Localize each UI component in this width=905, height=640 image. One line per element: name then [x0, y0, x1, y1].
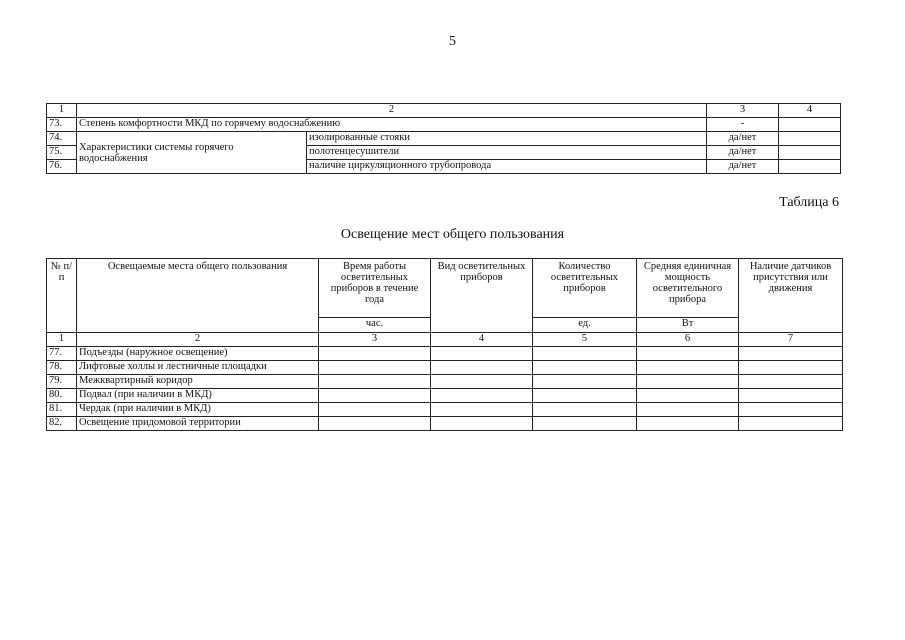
- col-header-4: 4: [779, 104, 841, 118]
- value-cell: [637, 403, 739, 417]
- value-cell: [739, 389, 843, 403]
- table-row: [47, 132, 841, 146]
- value-cell: [533, 347, 637, 361]
- col-number: 1: [47, 333, 77, 347]
- col-number: 3: [319, 333, 431, 347]
- value-cell: [533, 375, 637, 389]
- col-header-1: 1: [47, 104, 77, 118]
- row-unit: да/нет: [707, 146, 779, 160]
- numbering-row: [47, 333, 843, 347]
- table-row: [47, 118, 841, 132]
- row-text: Степень комфортности МКД по горячему водоснабжению: [77, 118, 707, 132]
- value-cell: [319, 403, 431, 417]
- hot-water-table: [46, 103, 841, 174]
- row-text: изолированные стояки: [307, 132, 707, 146]
- value-cell: [779, 118, 841, 132]
- value-cell: [779, 160, 841, 174]
- value-cell: [319, 389, 431, 403]
- group-label: Характеристики системы горячего водоснабжения: [77, 132, 307, 174]
- table-row: [47, 417, 843, 431]
- value-cell: [319, 361, 431, 375]
- value-cell: [739, 417, 843, 431]
- table-row: [47, 403, 843, 417]
- value-cell: [637, 347, 739, 361]
- row-text: наличие циркуляционного трубопровода: [307, 160, 707, 174]
- row-text: Освещение придомовой территории: [77, 417, 319, 431]
- value-cell: [739, 403, 843, 417]
- row-number: 74.: [47, 132, 77, 146]
- row-text: Чердак (при наличии в МКД): [77, 403, 319, 417]
- row-text: Лифтовые холлы и лестничные площадки: [77, 361, 319, 375]
- value-cell: [319, 347, 431, 361]
- row-text: Межквартирный коридор: [77, 375, 319, 389]
- col-header-place: Освещаемые места общего пользования: [77, 259, 319, 333]
- value-cell: [739, 361, 843, 375]
- value-cell: [431, 389, 533, 403]
- value-cell: [533, 361, 637, 375]
- value-cell: [637, 389, 739, 403]
- col-header-type: Вид осветительных приборов: [431, 259, 533, 333]
- lighting-table: [46, 258, 843, 431]
- value-cell: [739, 347, 843, 361]
- col-header-count: Количество осветительных приборов: [533, 259, 637, 318]
- row-number: 75.: [47, 146, 77, 160]
- row-number: 78.: [47, 361, 77, 375]
- table-row: [47, 347, 843, 361]
- value-cell: [319, 417, 431, 431]
- table-caption: Таблица 6: [779, 195, 839, 210]
- value-cell: [739, 375, 843, 389]
- page-number: 5: [449, 34, 456, 49]
- row-text: полотенцесушители: [307, 146, 707, 160]
- col-number: 4: [431, 333, 533, 347]
- row-text: Подъезды (наружное освещение): [77, 347, 319, 361]
- col-header-2: 2: [77, 104, 707, 118]
- value-cell: [637, 375, 739, 389]
- row-number: 79.: [47, 375, 77, 389]
- value-cell: [431, 375, 533, 389]
- col-number: 2: [77, 333, 319, 347]
- value-cell: [431, 403, 533, 417]
- value-cell: [779, 132, 841, 146]
- col-header-power: Средняя единичная мощность осветительного прибора: [637, 259, 739, 318]
- col-number: 7: [739, 333, 843, 347]
- table-header-row: [47, 259, 843, 318]
- col-header-time: Время работы осветительных приборов в течение года: [319, 259, 431, 318]
- value-cell: [431, 347, 533, 361]
- row-unit: да/нет: [707, 132, 779, 146]
- row-number: 77.: [47, 347, 77, 361]
- unit-count: ед.: [533, 318, 637, 333]
- col-number: 5: [533, 333, 637, 347]
- row-unit: -: [707, 118, 779, 132]
- value-cell: [637, 361, 739, 375]
- col-header-num: № п/п: [47, 259, 77, 333]
- table-row: [47, 389, 843, 403]
- row-text: Подвал (при наличии в МКД): [77, 389, 319, 403]
- table-row: [47, 361, 843, 375]
- value-cell: [533, 389, 637, 403]
- row-number: 80.: [47, 389, 77, 403]
- row-number: 81.: [47, 403, 77, 417]
- col-number: 6: [637, 333, 739, 347]
- value-cell: [533, 417, 637, 431]
- value-cell: [319, 375, 431, 389]
- row-unit: да/нет: [707, 160, 779, 174]
- unit-time: час.: [319, 318, 431, 333]
- table-title: Освещение мест общего пользования: [340, 227, 565, 242]
- value-cell: [431, 417, 533, 431]
- row-number: 82.: [47, 417, 77, 431]
- row-number: 76.: [47, 160, 77, 174]
- value-cell: [637, 417, 739, 431]
- table-row: [47, 375, 843, 389]
- value-cell: [431, 361, 533, 375]
- row-number: 73.: [47, 118, 77, 132]
- col-header-3: 3: [707, 104, 779, 118]
- col-header-sensors: Наличие датчиков присутствия или движения: [739, 259, 843, 333]
- value-cell: [779, 146, 841, 160]
- unit-power: Вт: [637, 318, 739, 333]
- value-cell: [533, 403, 637, 417]
- table-header-row: [47, 104, 841, 118]
